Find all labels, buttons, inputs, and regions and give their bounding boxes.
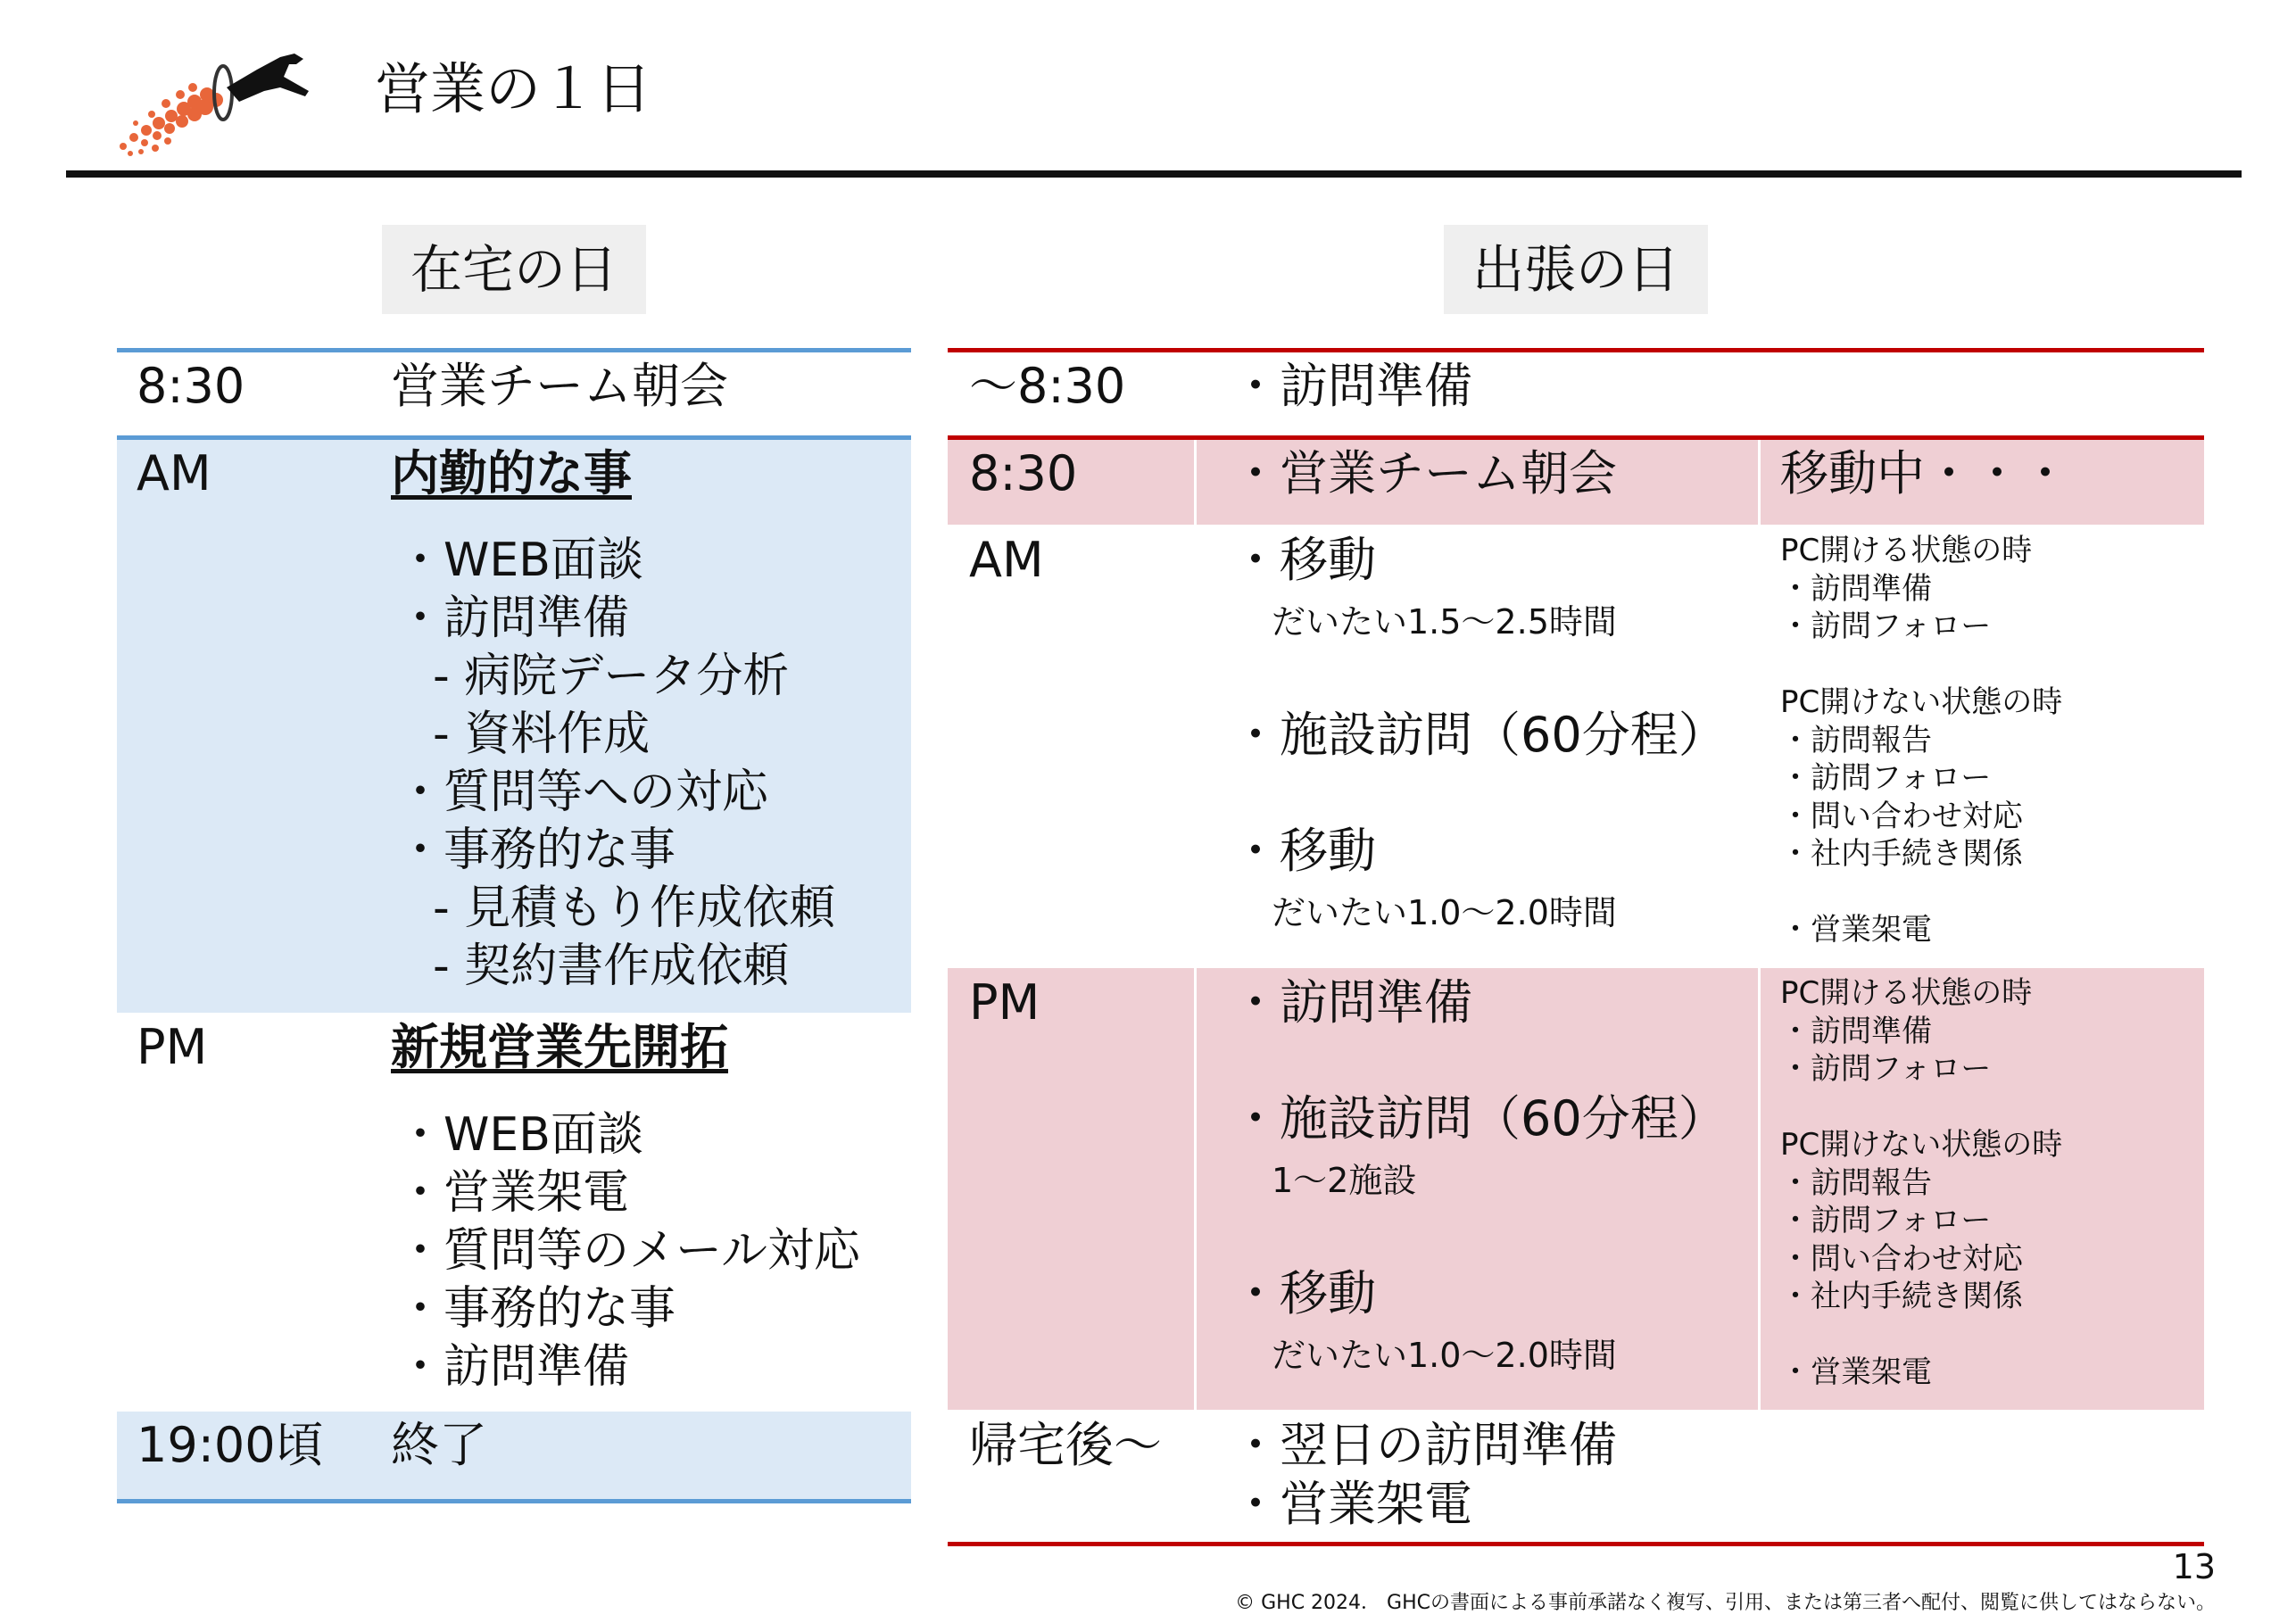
list-item xyxy=(1780,1089,2062,1127)
list-item: ・営業架電 xyxy=(1780,1354,1932,1390)
trip-time-pm: PM xyxy=(969,974,1040,1031)
list-item: ・訪問準備 xyxy=(1780,570,1932,607)
trip-pm-prep: ・訪問準備 xyxy=(1231,974,1472,1031)
divider xyxy=(117,348,911,352)
title-rule xyxy=(66,170,2242,178)
trip-am-visit: ・施設訪問（60分程） xyxy=(1231,707,1727,763)
trip-time-am: AM xyxy=(969,532,1044,588)
list-item: ・事務的な事 xyxy=(397,1282,676,1336)
list-item: ・訪問フォロー xyxy=(1780,609,1992,644)
list-item: ・訪問準備 xyxy=(397,1340,630,1394)
trip-time-after: 帰宅後～ xyxy=(969,1417,1162,1473)
list-item: PC開ける状態の時 xyxy=(1780,533,2033,568)
list-item: ・事務的な事 xyxy=(397,824,676,877)
trip-am-move2: ・移動 xyxy=(1231,823,1376,879)
home-time-am: AM xyxy=(137,445,211,501)
home-time-pm: PM xyxy=(137,1019,208,1075)
divider xyxy=(1758,440,1761,525)
trip-after-item: ・翌日の訪問準備 xyxy=(1231,1417,1617,1473)
list-item: ・訪問報告 xyxy=(1780,722,1932,758)
trip-am-move1: ・移動 xyxy=(1231,532,1376,588)
trip-pm-visit-sub: 1～2施設 xyxy=(1272,1161,1417,1200)
home-day-label: 在宅の日 xyxy=(382,225,646,314)
list-item: - 資料作成 xyxy=(433,708,651,761)
copyright-notice: © GHC 2024． GHCの書面による事前承諾なく複写、引用、または第三者へ配付、閲覧に供してはならない。 xyxy=(1235,1592,2216,1614)
trip-note-830: 移動中・・・ xyxy=(1780,445,2069,501)
trip-pm-move-sub: だいたい1.0～2.0時間 xyxy=(1272,1336,1617,1375)
trip-am-move1-sub: だいたい1.5～2.5時間 xyxy=(1272,602,1617,642)
trip-pm-move: ・移動 xyxy=(1231,1265,1376,1321)
list-item: ・WEB面談 xyxy=(397,1108,643,1162)
trip-am-move2-sub: だいたい1.0～2.0時間 xyxy=(1272,893,1617,932)
list-item: ・問い合わせ対応 xyxy=(1780,798,2023,834)
list-item: - 病院データ分析 xyxy=(433,650,790,703)
company-logo-icon xyxy=(105,37,319,162)
list-item: ・訪問フォロー xyxy=(1780,1051,1992,1087)
list-item: ・訪問準備 xyxy=(397,592,630,645)
home-text-830: 営業チーム朝会 xyxy=(391,358,728,414)
trip-am-notes xyxy=(1780,532,2062,949)
trip-pm-visit: ・施設訪問（60分程） xyxy=(1231,1090,1727,1147)
home-am-list xyxy=(397,532,835,996)
home-pm-list xyxy=(397,1106,860,1396)
home-time-830: 8:30 xyxy=(137,358,245,414)
list-item: PC開ける状態の時 xyxy=(1780,975,2033,1011)
trip-pm-notes xyxy=(1780,974,2062,1392)
list-item: ・社内手続き関係 xyxy=(1780,836,2023,872)
list-item: ・質問等への対応 xyxy=(397,766,769,819)
trip-after-item: ・営業架電 xyxy=(1231,1476,1472,1532)
list-item: ・営業架電 xyxy=(397,1166,630,1220)
trip-text-830: ・営業チーム朝会 xyxy=(1231,445,1617,501)
list-item xyxy=(1780,646,2062,684)
list-item: ・WEB面談 xyxy=(397,534,643,587)
page-title: 営業の１日 xyxy=(375,56,652,121)
divider xyxy=(117,1499,911,1503)
divider xyxy=(1194,968,1197,1410)
list-item: ・訪問報告 xyxy=(1780,1164,1932,1201)
trip-day-label: 出張の日 xyxy=(1444,225,1708,314)
divider xyxy=(948,1542,2204,1546)
list-item xyxy=(1780,1316,2062,1354)
list-item: ・営業架電 xyxy=(1780,912,1932,948)
list-item xyxy=(1780,874,2062,912)
trip-time-830: 8:30 xyxy=(969,445,1078,501)
list-item: ・社内手続き関係 xyxy=(1780,1279,2023,1314)
trip-text-pre: ・訪問準備 xyxy=(1231,358,1472,414)
list-item: ・訪問準備 xyxy=(1780,1013,1932,1049)
divider xyxy=(948,348,2204,352)
list-item: ・訪問フォロー xyxy=(1780,1203,1992,1238)
list-item: ・質問等のメール対応 xyxy=(397,1224,860,1278)
divider xyxy=(1194,440,1197,525)
trip-time-pre: ～8:30 xyxy=(969,358,1126,414)
page-number: 13 xyxy=(2172,1547,2216,1586)
home-text-end: 終了 xyxy=(391,1417,487,1473)
home-time-end: 19:00頃 xyxy=(137,1417,324,1473)
list-item: - 契約書作成依頼 xyxy=(433,940,790,993)
home-pm-heading: 新規営業先開拓 xyxy=(391,1019,728,1075)
list-item: ・訪問フォロー xyxy=(1780,760,1992,796)
list-item: ・問い合わせ対応 xyxy=(1780,1240,2023,1277)
list-item: PC開けない状態の時 xyxy=(1780,684,2063,720)
list-item: - 見積もり作成依頼 xyxy=(433,882,836,935)
divider xyxy=(1758,968,1761,1410)
list-item: PC開けない状態の時 xyxy=(1780,1127,2063,1163)
home-am-heading: 内勤的な事 xyxy=(391,445,632,501)
